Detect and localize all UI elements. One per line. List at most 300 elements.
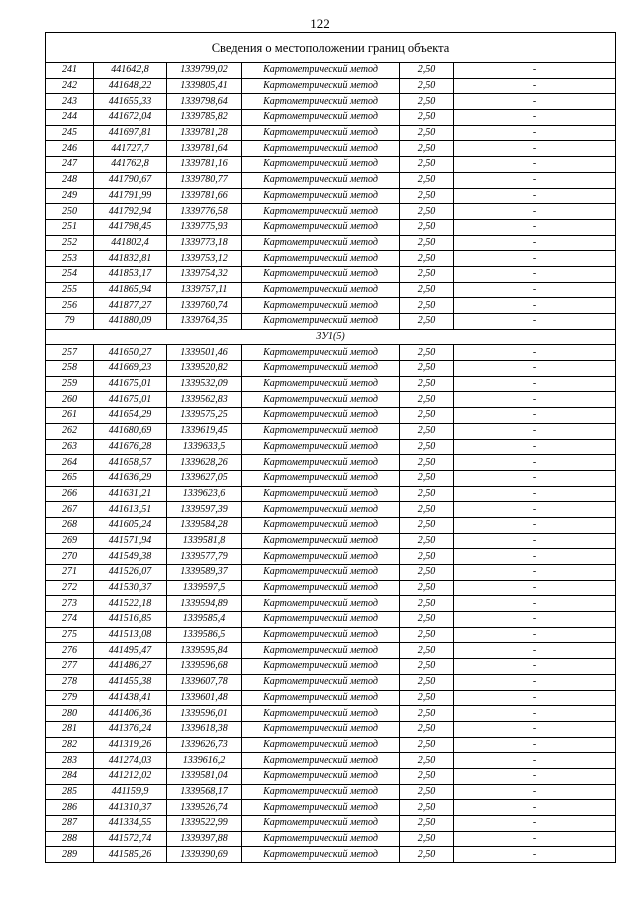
x-coordinate-cell: 441631,21 [94, 486, 167, 502]
table-row [46, 486, 616, 502]
description-cell: - [454, 94, 616, 110]
description-cell: - [454, 392, 616, 408]
method-cell: Картометрический метод [242, 580, 400, 596]
method-cell: Картометрический метод [242, 784, 400, 800]
y-coordinate-cell: 1339780,77 [167, 172, 242, 188]
x-coordinate-cell: 441438,41 [94, 690, 167, 706]
y-coordinate-cell: 1339776,58 [167, 204, 242, 220]
point-number-cell: 271 [46, 565, 94, 581]
y-coordinate-cell: 1339586,5 [167, 627, 242, 643]
y-coordinate-cell: 1339775,93 [167, 219, 242, 235]
table-row [46, 627, 616, 643]
description-cell: - [454, 408, 616, 424]
y-coordinate-cell: 1339781,66 [167, 188, 242, 204]
x-coordinate-cell: 441727,7 [94, 141, 167, 157]
method-cell: Картометрический метод [242, 674, 400, 690]
method-cell: Картометрический метод [242, 706, 400, 722]
method-cell: Картометрический метод [242, 251, 400, 267]
x-coordinate-cell: 441880,09 [94, 314, 167, 330]
y-coordinate-cell: 1339501,46 [167, 345, 242, 361]
description-cell: - [454, 659, 616, 675]
precision-cell: 2,50 [400, 612, 454, 628]
point-number-cell: 252 [46, 235, 94, 251]
method-cell: Картометрический метод [242, 376, 400, 392]
point-number-cell: 275 [46, 627, 94, 643]
x-coordinate-cell: 441792,94 [94, 204, 167, 220]
precision-cell: 2,50 [400, 423, 454, 439]
method-cell: Картометрический метод [242, 737, 400, 753]
y-coordinate-cell: 1339627,05 [167, 470, 242, 486]
description-cell: - [454, 816, 616, 832]
table-row [46, 63, 616, 79]
method-cell: Картометрический метод [242, 408, 400, 424]
x-coordinate-cell: 441669,23 [94, 361, 167, 377]
y-coordinate-cell: 1339581,8 [167, 533, 242, 549]
y-coordinate-cell: 1339805,41 [167, 78, 242, 94]
description-cell: - [454, 251, 616, 267]
table-row [46, 517, 616, 533]
point-number-cell: 257 [46, 345, 94, 361]
precision-cell: 2,50 [400, 157, 454, 173]
point-number-cell: 255 [46, 282, 94, 298]
description-cell: - [454, 847, 616, 863]
point-number-cell: 280 [46, 706, 94, 722]
precision-cell: 2,50 [400, 172, 454, 188]
point-number-cell: 256 [46, 298, 94, 314]
y-coordinate-cell: 1339781,16 [167, 157, 242, 173]
y-coordinate-cell: 1339520,82 [167, 361, 242, 377]
table-row [46, 345, 616, 361]
x-coordinate-cell: 441697,81 [94, 125, 167, 141]
description-cell: - [454, 63, 616, 79]
x-coordinate-cell: 441319,26 [94, 737, 167, 753]
method-cell: Картометрический метод [242, 298, 400, 314]
method-cell: Картометрический метод [242, 125, 400, 141]
precision-cell: 2,50 [400, 674, 454, 690]
description-cell: - [454, 219, 616, 235]
point-number-cell: 267 [46, 502, 94, 518]
table-row [46, 674, 616, 690]
point-number-cell: 260 [46, 392, 94, 408]
table-row [46, 172, 616, 188]
x-coordinate-cell: 441853,17 [94, 266, 167, 282]
table-row [46, 753, 616, 769]
table-row [46, 376, 616, 392]
description-cell: - [454, 831, 616, 847]
y-coordinate-cell: 1339781,64 [167, 141, 242, 157]
precision-cell: 2,50 [400, 690, 454, 706]
method-cell: Картометрический метод [242, 549, 400, 565]
point-number-cell: 281 [46, 721, 94, 737]
description-cell: - [454, 78, 616, 94]
table-row [46, 612, 616, 628]
method-cell: Картометрический метод [242, 816, 400, 832]
y-coordinate-cell: 1339607,78 [167, 674, 242, 690]
x-coordinate-cell: 441571,94 [94, 533, 167, 549]
x-coordinate-cell: 441865,94 [94, 282, 167, 298]
table-row [46, 706, 616, 722]
table-row [46, 737, 616, 753]
precision-cell: 2,50 [400, 235, 454, 251]
x-coordinate-cell: 441334,55 [94, 816, 167, 832]
method-cell: Картометрический метод [242, 596, 400, 612]
point-number-cell: 285 [46, 784, 94, 800]
point-number-cell: 273 [46, 596, 94, 612]
description-cell: - [454, 423, 616, 439]
description-cell: - [454, 486, 616, 502]
y-coordinate-cell: 1339397,88 [167, 831, 242, 847]
table-row [46, 439, 616, 455]
point-number-cell: 276 [46, 643, 94, 659]
y-coordinate-cell: 1339596,01 [167, 706, 242, 722]
table-row [46, 455, 616, 471]
method-cell: Картометрический метод [242, 172, 400, 188]
y-coordinate-cell: 1339618,38 [167, 721, 242, 737]
table-row [46, 251, 616, 267]
method-cell: Картометрический метод [242, 204, 400, 220]
precision-cell: 2,50 [400, 63, 454, 79]
method-cell: Картометрический метод [242, 219, 400, 235]
precision-cell: 2,50 [400, 94, 454, 110]
table-row [46, 502, 616, 518]
method-cell: Картометрический метод [242, 643, 400, 659]
x-coordinate-cell: 441613,51 [94, 502, 167, 518]
point-number-cell: 265 [46, 470, 94, 486]
precision-cell: 2,50 [400, 219, 454, 235]
description-cell: - [454, 455, 616, 471]
description-cell: - [454, 141, 616, 157]
x-coordinate-cell: 441650,27 [94, 345, 167, 361]
method-cell: Картометрический метод [242, 345, 400, 361]
y-coordinate-cell: 1339532,09 [167, 376, 242, 392]
table-row [46, 298, 616, 314]
table-row [46, 721, 616, 737]
point-number-cell: 247 [46, 157, 94, 173]
x-coordinate-cell: 441406,36 [94, 706, 167, 722]
y-coordinate-cell: 1339626,73 [167, 737, 242, 753]
method-cell: Картометрический метод [242, 63, 400, 79]
point-number-cell: 243 [46, 94, 94, 110]
point-number-cell: 278 [46, 674, 94, 690]
y-coordinate-cell: 1339597,39 [167, 502, 242, 518]
point-number-cell: 263 [46, 439, 94, 455]
method-cell: Картометрический метод [242, 800, 400, 816]
method-cell: Картометрический метод [242, 188, 400, 204]
x-coordinate-cell: 441486,27 [94, 659, 167, 675]
description-cell: - [454, 470, 616, 486]
x-coordinate-cell: 441212,02 [94, 768, 167, 784]
precision-cell: 2,50 [400, 188, 454, 204]
description-cell: - [454, 643, 616, 659]
precision-cell: 2,50 [400, 737, 454, 753]
x-coordinate-cell: 441675,01 [94, 392, 167, 408]
method-cell: Картометрический метод [242, 533, 400, 549]
y-coordinate-cell: 1339760,74 [167, 298, 242, 314]
table-row [46, 361, 616, 377]
precision-cell: 2,50 [400, 721, 454, 737]
description-cell: - [454, 737, 616, 753]
method-cell: Картометрический метод [242, 502, 400, 518]
method-cell: Картометрический метод [242, 470, 400, 486]
method-cell: Картометрический метод [242, 690, 400, 706]
description-cell: - [454, 596, 616, 612]
table-row [46, 816, 616, 832]
description-cell: - [454, 753, 616, 769]
precision-cell: 2,50 [400, 565, 454, 581]
precision-cell: 2,50 [400, 125, 454, 141]
y-coordinate-cell: 1339589,37 [167, 565, 242, 581]
x-coordinate-cell: 441549,38 [94, 549, 167, 565]
table-row [46, 565, 616, 581]
y-coordinate-cell: 1339764,35 [167, 314, 242, 330]
method-cell: Картометрический метод [242, 659, 400, 675]
precision-cell: 2,50 [400, 800, 454, 816]
point-number-cell: 279 [46, 690, 94, 706]
table-row [46, 282, 616, 298]
point-number-cell: 282 [46, 737, 94, 753]
y-coordinate-cell: 1339581,04 [167, 768, 242, 784]
table-row [46, 188, 616, 204]
description-cell: - [454, 784, 616, 800]
description-cell: - [454, 125, 616, 141]
x-coordinate-cell: 441159,9 [94, 784, 167, 800]
y-coordinate-cell: 1339562,83 [167, 392, 242, 408]
y-coordinate-cell: 1339781,28 [167, 125, 242, 141]
x-coordinate-cell: 441658,57 [94, 455, 167, 471]
x-coordinate-cell: 441495,47 [94, 643, 167, 659]
precision-cell: 2,50 [400, 784, 454, 800]
precision-cell: 2,50 [400, 627, 454, 643]
x-coordinate-cell: 441798,45 [94, 219, 167, 235]
point-number-cell: 270 [46, 549, 94, 565]
point-number-cell: 264 [46, 455, 94, 471]
precision-cell: 2,50 [400, 439, 454, 455]
x-coordinate-cell: 441648,22 [94, 78, 167, 94]
point-number-cell: 245 [46, 125, 94, 141]
point-number-cell: 288 [46, 831, 94, 847]
point-number-cell: 266 [46, 486, 94, 502]
point-number-cell: 241 [46, 63, 94, 79]
x-coordinate-cell: 441790,67 [94, 172, 167, 188]
description-cell: - [454, 298, 616, 314]
method-cell: Картометрический метод [242, 266, 400, 282]
x-coordinate-cell: 441655,33 [94, 94, 167, 110]
precision-cell: 2,50 [400, 141, 454, 157]
precision-cell: 2,50 [400, 345, 454, 361]
boundary-table [45, 32, 616, 863]
point-number-cell: 261 [46, 408, 94, 424]
point-number-cell: 258 [46, 361, 94, 377]
point-number-cell: 283 [46, 753, 94, 769]
x-coordinate-cell: 441877,27 [94, 298, 167, 314]
table-row [46, 470, 616, 486]
description-cell: - [454, 502, 616, 518]
table-row [46, 643, 616, 659]
x-coordinate-cell: 441522,18 [94, 596, 167, 612]
method-cell: Картометрический метод [242, 110, 400, 126]
description-cell: - [454, 533, 616, 549]
x-coordinate-cell: 441585,26 [94, 847, 167, 863]
precision-cell: 2,50 [400, 392, 454, 408]
method-cell: Картометрический метод [242, 423, 400, 439]
point-number-cell: 250 [46, 204, 94, 220]
description-cell: - [454, 517, 616, 533]
description-cell: - [454, 172, 616, 188]
table-row [46, 125, 616, 141]
description-cell: - [454, 266, 616, 282]
table-title: Сведения о местоположении границ объекта [46, 33, 616, 63]
description-cell: - [454, 721, 616, 737]
precision-cell: 2,50 [400, 455, 454, 471]
method-cell: Картометрический метод [242, 627, 400, 643]
table-row [46, 314, 616, 330]
method-cell: Картометрический метод [242, 753, 400, 769]
y-coordinate-cell: 1339619,45 [167, 423, 242, 439]
y-coordinate-cell: 1339577,79 [167, 549, 242, 565]
y-coordinate-cell: 1339595,84 [167, 643, 242, 659]
table-row [46, 831, 616, 847]
point-number-cell: 274 [46, 612, 94, 628]
method-cell: Картометрический метод [242, 282, 400, 298]
method-cell: Картометрический метод [242, 94, 400, 110]
x-coordinate-cell: 441654,29 [94, 408, 167, 424]
description-cell: - [454, 235, 616, 251]
table-row [46, 78, 616, 94]
method-cell: Картометрический метод [242, 612, 400, 628]
description-cell: - [454, 768, 616, 784]
point-number-cell: 269 [46, 533, 94, 549]
x-coordinate-cell: 441530,37 [94, 580, 167, 596]
table-row [46, 141, 616, 157]
y-coordinate-cell: 1339390,69 [167, 847, 242, 863]
method-cell: Картометрический метод [242, 361, 400, 377]
method-cell: Картометрический метод [242, 565, 400, 581]
description-cell: - [454, 627, 616, 643]
point-number-cell: 246 [46, 141, 94, 157]
y-coordinate-cell: 1339584,28 [167, 517, 242, 533]
table-row [46, 690, 616, 706]
section-header-row [46, 329, 616, 345]
table-row [46, 235, 616, 251]
y-coordinate-cell: 1339798,64 [167, 94, 242, 110]
precision-cell: 2,50 [400, 768, 454, 784]
x-coordinate-cell: 441832,81 [94, 251, 167, 267]
table-row [46, 266, 616, 282]
table-row [46, 533, 616, 549]
y-coordinate-cell: 1339616,2 [167, 753, 242, 769]
method-cell: Картометрический метод [242, 392, 400, 408]
precision-cell: 2,50 [400, 251, 454, 267]
description-cell: - [454, 674, 616, 690]
y-coordinate-cell: 1339633,5 [167, 439, 242, 455]
point-number-cell: 277 [46, 659, 94, 675]
y-coordinate-cell: 1339594,89 [167, 596, 242, 612]
description-cell: - [454, 580, 616, 596]
description-cell: - [454, 314, 616, 330]
description-cell: - [454, 345, 616, 361]
x-coordinate-cell: 441310,37 [94, 800, 167, 816]
table-body [46, 33, 616, 863]
x-coordinate-cell: 441526,07 [94, 565, 167, 581]
description-cell: - [454, 612, 616, 628]
point-number-cell: 249 [46, 188, 94, 204]
method-cell: Картометрический метод [242, 78, 400, 94]
y-coordinate-cell: 1339628,26 [167, 455, 242, 471]
table-row [46, 580, 616, 596]
precision-cell: 2,50 [400, 753, 454, 769]
y-coordinate-cell: 1339568,17 [167, 784, 242, 800]
precision-cell: 2,50 [400, 376, 454, 392]
x-coordinate-cell: 441802,4 [94, 235, 167, 251]
description-cell: - [454, 376, 616, 392]
precision-cell: 2,50 [400, 486, 454, 502]
table-row [46, 219, 616, 235]
table-row [46, 596, 616, 612]
method-cell: Картометрический метод [242, 141, 400, 157]
table-row [46, 157, 616, 173]
precision-cell: 2,50 [400, 408, 454, 424]
method-cell: Картометрический метод [242, 314, 400, 330]
precision-cell: 2,50 [400, 549, 454, 565]
x-coordinate-cell: 441605,24 [94, 517, 167, 533]
precision-cell: 2,50 [400, 204, 454, 220]
precision-cell: 2,50 [400, 580, 454, 596]
y-coordinate-cell: 1339596,68 [167, 659, 242, 675]
description-cell: - [454, 204, 616, 220]
precision-cell: 2,50 [400, 470, 454, 486]
precision-cell: 2,50 [400, 596, 454, 612]
table-row [46, 94, 616, 110]
table-row [46, 408, 616, 424]
x-coordinate-cell: 441455,38 [94, 674, 167, 690]
precision-cell: 2,50 [400, 502, 454, 518]
description-cell: - [454, 188, 616, 204]
table-row [46, 784, 616, 800]
table-row [46, 549, 616, 565]
x-coordinate-cell: 441675,01 [94, 376, 167, 392]
precision-cell: 2,50 [400, 643, 454, 659]
table-row [46, 204, 616, 220]
y-coordinate-cell: 1339575,25 [167, 408, 242, 424]
method-cell: Картометрический метод [242, 157, 400, 173]
precision-cell: 2,50 [400, 282, 454, 298]
point-number-cell: 289 [46, 847, 94, 863]
x-coordinate-cell: 441672,04 [94, 110, 167, 126]
point-number-cell: 286 [46, 800, 94, 816]
precision-cell: 2,50 [400, 847, 454, 863]
table-row [46, 768, 616, 784]
y-coordinate-cell: 1339773,18 [167, 235, 242, 251]
method-cell: Картометрический метод [242, 486, 400, 502]
y-coordinate-cell: 1339526,74 [167, 800, 242, 816]
precision-cell: 2,50 [400, 110, 454, 126]
table-row [46, 392, 616, 408]
description-cell: - [454, 110, 616, 126]
point-number-cell: 242 [46, 78, 94, 94]
y-coordinate-cell: 1339757,11 [167, 282, 242, 298]
table-title-row [46, 33, 616, 63]
precision-cell: 2,50 [400, 314, 454, 330]
x-coordinate-cell: 441676,28 [94, 439, 167, 455]
point-number-cell: 244 [46, 110, 94, 126]
method-cell: Картометрический метод [242, 831, 400, 847]
description-cell: - [454, 800, 616, 816]
precision-cell: 2,50 [400, 517, 454, 533]
point-number-cell: 251 [46, 219, 94, 235]
method-cell: Картометрический метод [242, 768, 400, 784]
method-cell: Картометрический метод [242, 721, 400, 737]
precision-cell: 2,50 [400, 266, 454, 282]
